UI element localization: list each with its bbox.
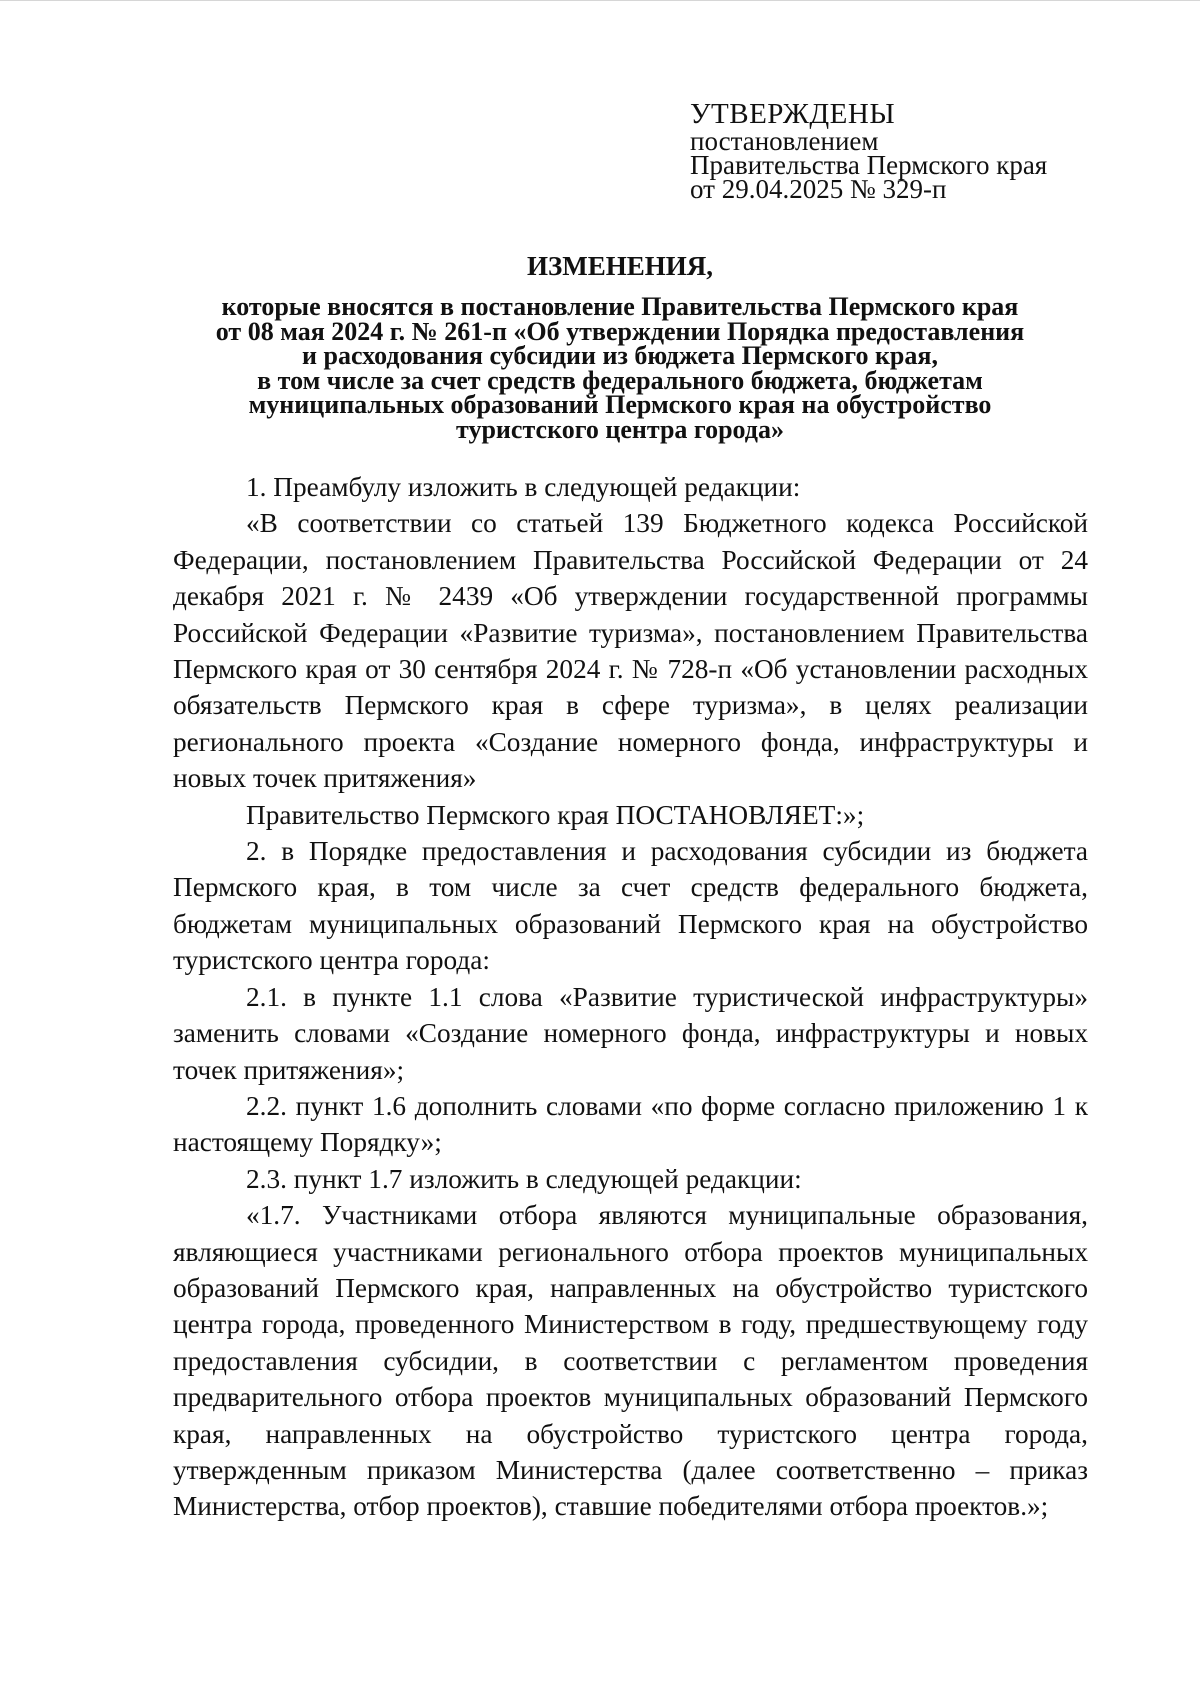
paragraph-item-1: 1. Преамбулу изложить в следующей редакции: — [246, 472, 801, 502]
subtitle-line: туристского центра города» — [456, 414, 784, 444]
approval-line-2: Правительства Пермского края — [690, 150, 1048, 180]
approval-stamp-block — [690, 98, 1048, 204]
approval-line-1: постановлением — [690, 126, 879, 156]
paragraph-preamble-text: «В соответствии со статьей 139 Бюджетного кодекса Российской Федерации, постановлением Правительства Российской Федерации от 24 декабря 2021 г. № 2439 «Об утверждении государственной программы Российской Федерации «Развитие туризма», постановлением Правительства Пермского края от 30 сентября 2024 г. № 728-п «Об установлении расходных обязательств Пермского края в сфере туризма», в целях реализации регионального проекта «Создание номерного фонда, инфраструктуры и новых точек притяжения» — [173, 508, 1088, 794]
paragraph-item-2-2: 2.2. пункт 1.6 дополнить словами «по форме согласно приложению 1 к настоящему Порядку»; — [173, 1090, 1088, 1158]
paragraph-item-2-1: 2.1. в пункте 1.1 слова «Развитие туристической инфраструктуры» заменить словами «Создание номерного фонда, инфраструктуры и новых точек притяжения»; — [173, 981, 1088, 1085]
document-title: ИЗМЕНЕНИЯ, — [526, 251, 713, 281]
paragraph-resolves: Правительство Пермского края ПОСТАНОВЛЯЕТ:»; — [246, 799, 865, 830]
paragraph-item-2-3: 2.3. пункт 1.7 изложить в следующей редакции: — [246, 1163, 802, 1194]
subtitle-line: от 08 мая 2024 г. № 261-п «Об утверждении Порядка предоставления — [215, 316, 1025, 346]
paragraph-item-2: 2. в Порядке предоставления и расходования субсидии из бюджета Пермского края, в том числе за счет средств федерального бюджета, бюджетам муниципальных образований Пермского края на обустройство туристского центра города: — [173, 836, 1088, 976]
subtitle-line: и расходования субсидии из бюджета Пермского края, — [302, 341, 938, 370]
approval-line-3: от 29.04.2025 № 329-п — [690, 174, 947, 204]
document-body — [173, 469, 1088, 1525]
subtitle-line: которые вносятся в постановление Правительства Пермского края — [221, 292, 1019, 321]
paragraph-clause-1-7: «1.7. Участниками отбора являются муниципальные образования, являющиеся участниками регионального отбора проектов муниципальных образований Пермского края, направленных на обустройство туристского центра города, проведенного Министерством в году, предшествующему году предоставления субсидии, в соответствии с регламентом проведения предварительного отбора проектов муниципальных образований Пермского края, направленных на обустройство туристского центра города, утвержденным приказом Министерства (далее соответственно – приказ Министерства, отбор проектов), ставшие победителями отбора проектов.»; — [173, 1200, 1088, 1522]
approval-heading: УТВЕРЖДЕНЫ — [690, 98, 896, 130]
subtitle-line: в том числе за счет средств федерального бюджета, бюджетам — [257, 365, 983, 395]
document-subtitle — [160, 292, 1080, 444]
subtitle-line: муниципальных образований Пермского края на обустройство — [248, 390, 992, 419]
